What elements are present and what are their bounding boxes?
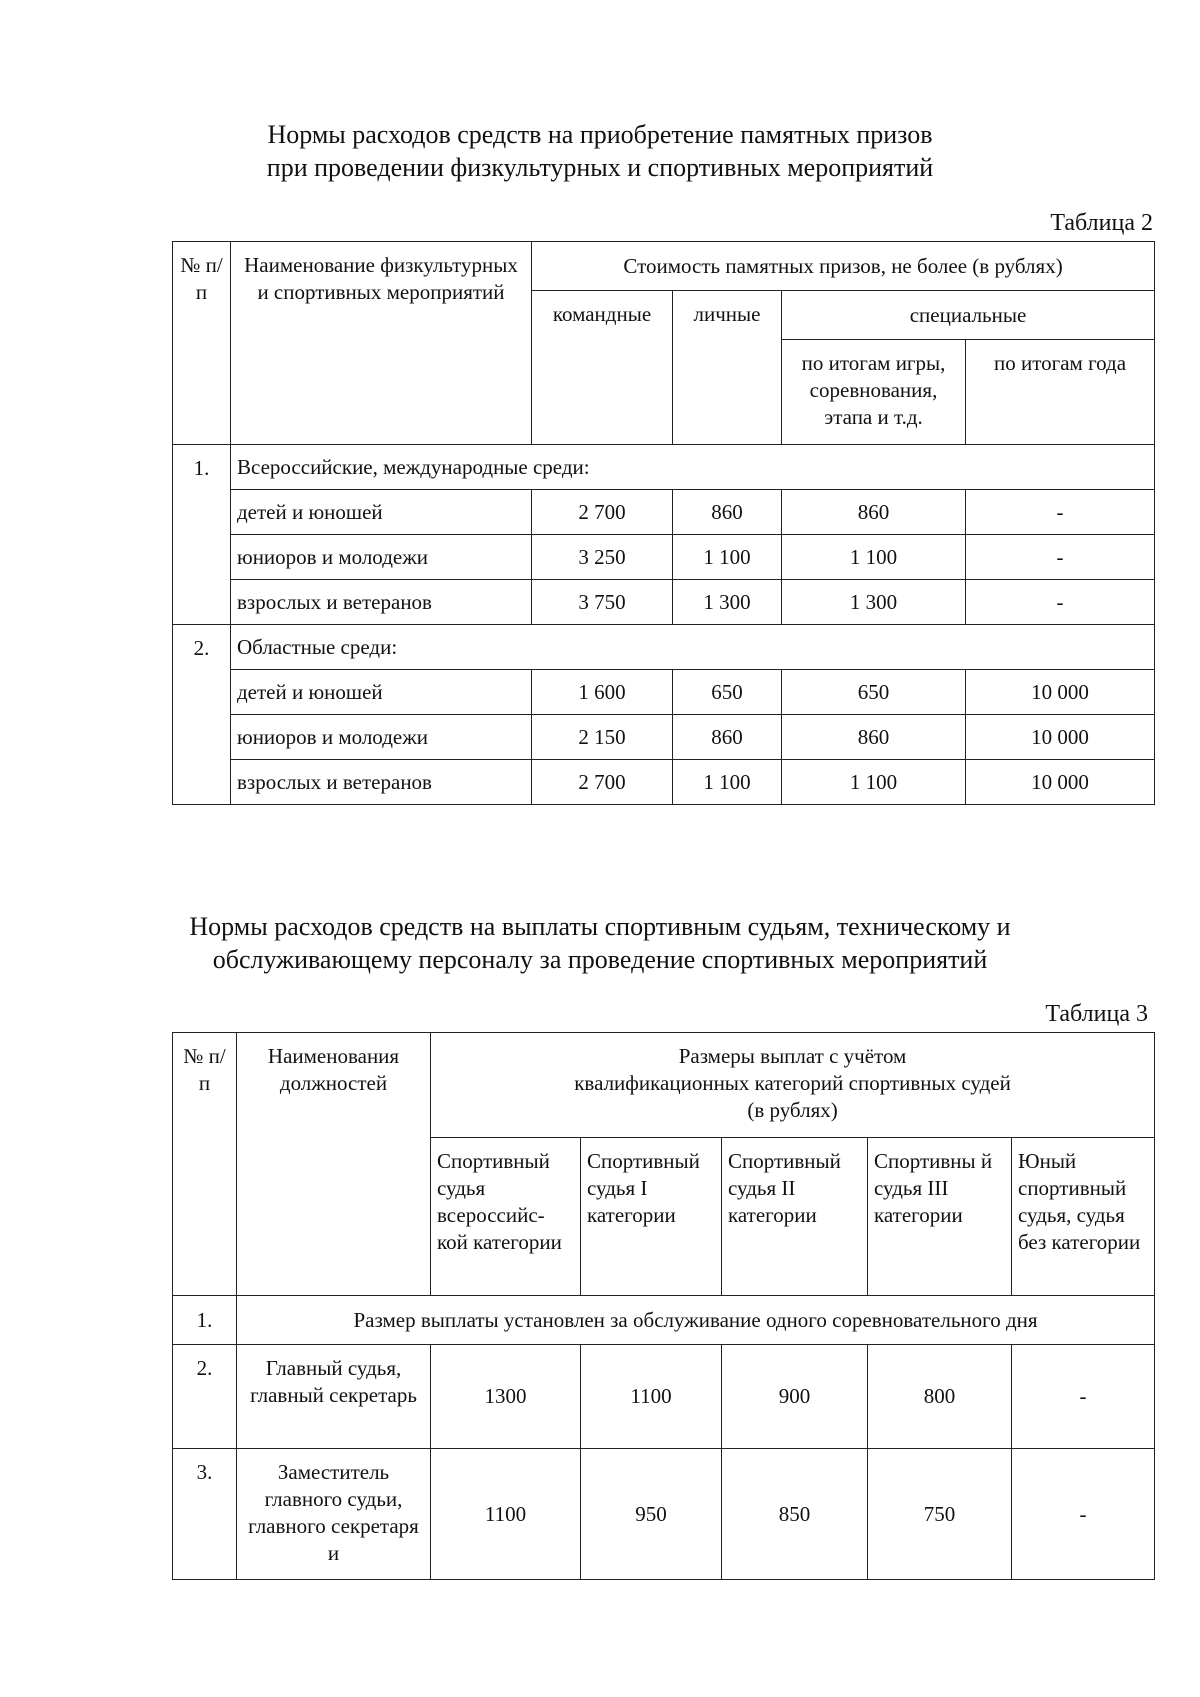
table3 — [172, 1032, 1155, 1580]
table-row — [173, 535, 1155, 580]
t2-cell-year: 10 000 — [966, 760, 1155, 805]
t2-cell-personal: 860 — [673, 715, 782, 760]
table-row — [173, 760, 1155, 805]
t3-cell-num: 3. — [173, 1449, 237, 1580]
table-row — [173, 1345, 1155, 1449]
table-row — [173, 1449, 1155, 1580]
section2-title — [0, 910, 1200, 976]
t2-header-personal: личные — [673, 291, 782, 445]
t2-cell-personal: 1 100 — [673, 535, 782, 580]
t2-cell-year: - — [966, 580, 1155, 625]
t3-cell-value: 900 — [722, 1345, 868, 1449]
t2-cell-name: юниоров и молодежи — [231, 715, 532, 760]
t2-cell-name: взрослых и ветеранов — [231, 580, 532, 625]
section2-title-line2: обслуживающему персоналу за проведение спортивных мероприятий — [212, 945, 988, 974]
t2-cell-personal: 650 — [673, 670, 782, 715]
t2-header-special: специальные — [782, 291, 1155, 340]
table2 — [172, 241, 1155, 805]
table2-label: Таблица 2 — [1050, 210, 1153, 236]
t3-header-num: № п/п — [173, 1033, 237, 1296]
t3-note-num: 1. — [173, 1296, 237, 1345]
t2-cell-name: детей и юношей — [231, 490, 532, 535]
t2-group-num: 2. — [173, 625, 231, 805]
section1-title-line2: при проведении физкультурных и спортивных мероприятий — [266, 153, 934, 182]
table-row — [173, 715, 1155, 760]
t2-cell-name: юниоров и молодежи — [231, 535, 532, 580]
t3-cell-value: 1100 — [431, 1449, 581, 1580]
t2-cell-year: 10 000 — [966, 670, 1155, 715]
t2-header-name: Наименование физкультурных и спортивных мероприятий — [231, 242, 532, 445]
table-row — [173, 490, 1155, 535]
t2-group-row — [173, 625, 1155, 670]
t2-cell-game: 860 — [782, 715, 966, 760]
t2-cell-year: 10 000 — [966, 715, 1155, 760]
t3-header-cat5: Юный спортивный судья, судья без категории — [1012, 1138, 1155, 1296]
t2-header-num: № п/п — [173, 242, 231, 445]
t3-cell-value: - — [1012, 1345, 1155, 1449]
table3-label: Таблица 3 — [1045, 1001, 1148, 1027]
t2-header-special-year: по итогам года — [966, 340, 1155, 445]
t3-cell-position: Заместитель главного судьи, главного секретаря и — [237, 1449, 431, 1580]
t3-cell-position: Главный судья, главный секретарь — [237, 1345, 431, 1449]
t2-cell-game: 1 100 — [782, 535, 966, 580]
t3-cell-value: 800 — [868, 1345, 1012, 1449]
t3-cell-value: 850 — [722, 1449, 868, 1580]
t2-cell-team: 3 250 — [532, 535, 673, 580]
t2-cell-name: взрослых и ветеранов — [231, 760, 532, 805]
table-row — [173, 670, 1155, 715]
section1-title — [0, 118, 1200, 184]
t2-header-team: командные — [532, 291, 673, 445]
t3-header-payments-line1: Размеры выплат с учётом — [678, 1044, 907, 1068]
t3-cell-value: 750 — [868, 1449, 1012, 1580]
t2-group-row — [173, 445, 1155, 490]
t2-group-title: Всероссийские, международные среди: — [231, 445, 1155, 490]
t2-cell-year: - — [966, 535, 1155, 580]
t2-header-special-game: по итогам игры, соревнования, этапа и т.д. — [782, 340, 966, 445]
t3-note-row — [173, 1296, 1155, 1345]
t3-header-position: Наименования должностей — [237, 1033, 431, 1296]
section1-title-line1: Нормы расходов средств на приобретение памятных призов — [267, 120, 933, 149]
t3-header-cat1: Спортивный судья всероссийс-кой категории — [431, 1138, 581, 1296]
t3-cell-value: 950 — [581, 1449, 722, 1580]
table-row — [173, 580, 1155, 625]
t2-group-title: Областные среди: — [231, 625, 1155, 670]
t3-cell-value: 1300 — [431, 1345, 581, 1449]
t2-cell-year: - — [966, 490, 1155, 535]
t2-cell-team: 1 600 — [532, 670, 673, 715]
t2-cell-personal: 860 — [673, 490, 782, 535]
t2-cell-game: 860 — [782, 490, 966, 535]
t3-cell-value: 1100 — [581, 1345, 722, 1449]
t2-group-num: 1. — [173, 445, 231, 625]
t2-cell-team: 2 700 — [532, 490, 673, 535]
t2-cell-team: 2 150 — [532, 715, 673, 760]
t3-header-payments-line2: квалификационных категорий спортивных судей — [574, 1071, 1011, 1095]
t3-header-cat2: Спортивный судья I категории — [581, 1138, 722, 1296]
t2-cell-game: 1 300 — [782, 580, 966, 625]
section2-title-line1: Нормы расходов средств на выплаты спортивным судьям, техническому и — [189, 912, 1011, 941]
t3-note-text: Размер выплаты установлен за обслуживание одного соревновательного дня — [237, 1296, 1155, 1345]
t2-header-cost: Стоимость памятных призов, не более (в рублях) — [532, 242, 1155, 291]
t3-header-cat3: Спортивный судья II категории — [722, 1138, 868, 1296]
t3-header-payments — [431, 1033, 1155, 1138]
t3-cell-value: - — [1012, 1449, 1155, 1580]
t2-cell-personal: 1 100 — [673, 760, 782, 805]
t3-header-cat4: Спортивны й судья III категории — [868, 1138, 1012, 1296]
t2-cell-team: 2 700 — [532, 760, 673, 805]
t2-cell-team: 3 750 — [532, 580, 673, 625]
t2-cell-personal: 1 300 — [673, 580, 782, 625]
t2-cell-game: 650 — [782, 670, 966, 715]
t3-header-payments-line3: (в рублях) — [747, 1098, 838, 1122]
t2-cell-game: 1 100 — [782, 760, 966, 805]
t3-cell-num: 2. — [173, 1345, 237, 1449]
t2-cell-name: детей и юношей — [231, 670, 532, 715]
